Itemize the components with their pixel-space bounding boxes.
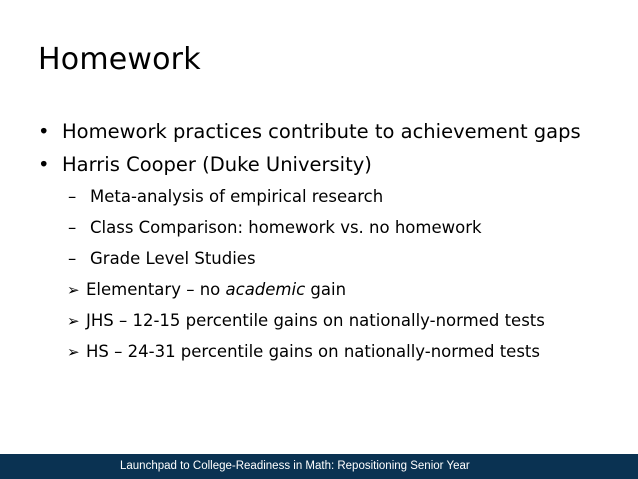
sub-bullet-text: Class Comparison: homework vs. no homework — [90, 218, 482, 237]
bullet-item — [38, 118, 628, 151]
arrow-item — [38, 339, 628, 370]
arrow-item — [38, 277, 628, 308]
bullet-list — [38, 118, 628, 370]
sub-bullet-item — [38, 246, 628, 277]
arrow-item-text — [86, 280, 346, 299]
arrow-item-text-after: gain — [305, 280, 347, 299]
arrow-bullet-icon: ➢ — [67, 343, 80, 361]
sub-bullet-item — [38, 184, 628, 215]
sub-bullet-text: Grade Level Studies — [90, 249, 256, 268]
sub-bullet-text: Meta-analysis of empirical research — [90, 187, 384, 206]
bullet-text: Harris Cooper (Duke University) — [62, 153, 372, 176]
bullet-item — [38, 151, 628, 184]
dash-marker: – — [68, 187, 77, 206]
bullet-marker: • — [38, 153, 50, 176]
arrow-item-text: JHS – 12-15 percentile gains on nationally-normed tests — [86, 311, 545, 330]
bullet-text: Homework practices contribute to achievement gaps — [62, 120, 581, 143]
arrow-item-emphasis: academic — [225, 280, 306, 299]
arrow-item-text: HS – 24-31 percentile gains on nationally-normed tests — [86, 342, 540, 361]
footer-bar — [0, 454, 638, 479]
dash-marker: – — [68, 249, 77, 268]
arrow-bullet-icon: ➢ — [67, 281, 80, 299]
dash-marker: – — [68, 218, 77, 237]
arrow-item — [38, 308, 628, 339]
arrow-item-text-before: Elementary – no — [86, 280, 226, 299]
sub-bullet-item — [38, 215, 628, 246]
bullet-marker: • — [38, 120, 50, 143]
arrow-bullet-icon: ➢ — [67, 312, 80, 330]
footer-text: Launchpad to College-Readiness in Math: Repositioning Senior Year — [120, 460, 470, 472]
slide-title: Homework — [38, 42, 201, 77]
